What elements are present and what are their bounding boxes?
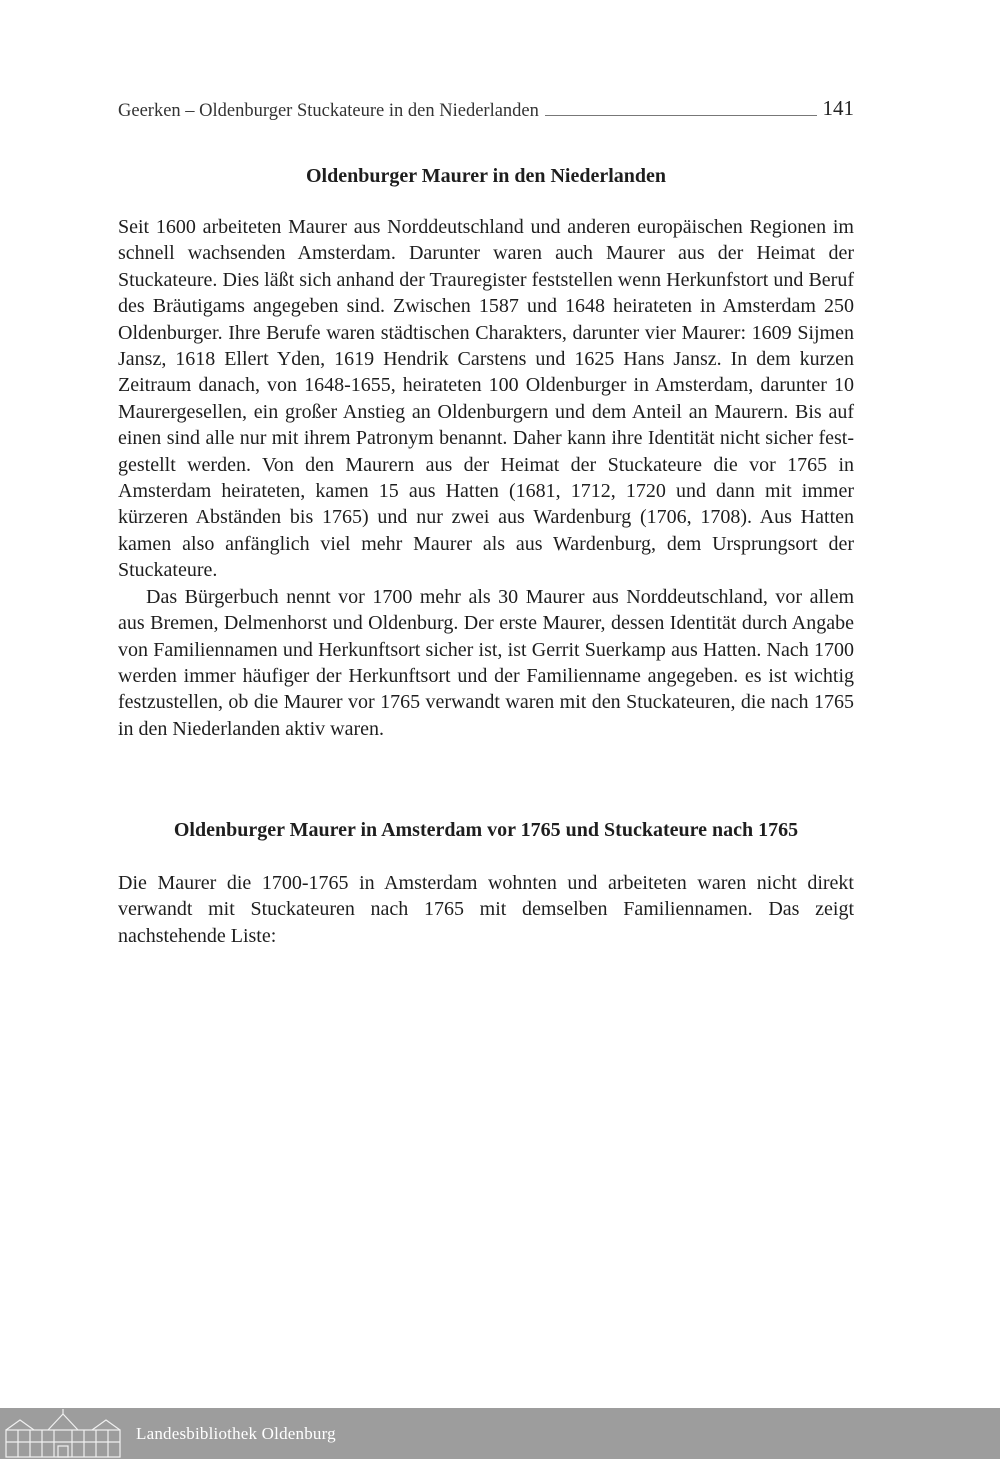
header-leader-rule — [545, 115, 817, 116]
running-header — [118, 92, 854, 122]
library-name: Landesbibliothek Oldenburg — [136, 1423, 336, 1443]
paragraph: Seit 1600 arbeiteten Maurer aus Norddeutschland und anderen europäischen Regionen im schnell wachsenden Amsterdam. Darunter waren auch Maurer aus der Heimat der Stuckateure. Dies läßt sich anhand der Trauregister feststellen wenn Herkunfstort und Beruf des Bräutigams angegeben sind. Zwischen 1587 und 1648 heirateten in Amsterdam 250 Oldenburger. Ihre Berufe waren städtischen Charakters, darunter vier Maurer: 1609 Sijmen Jansz, 1618 Ellert Yden, 1619 Hendrik Carstens und 1625 Hans Jansz. In dem kurzen Zeitraum danach, von 1648-1655, heirateten 100 Oldenburger in Amsterdam, darunter 10 Maurergesellen, ein großer Anstieg an Oldenburgern und dem Anteil an Maurern. Bis auf einen sind alle nur mit ihrem Patronym benannt. Daher kann ihre Identität nicht sicher festgestellt werden. Von den Maurern aus der Heimat der Stuckateure die vor 1765 in Amsterdam heirateten, kamen 15 aus Hatten (1681, 1712, 1720 und dann mit immer kürzeren Abständen bis 1765) und nur zwei aus Wardenburg (1706, 1708). Aus Hatten kamen also anfänglich viel mehr Maurer als aus Wardenburg, dem Ursprungsort der Stuckateure. — [118, 216, 854, 582]
section-heading-maurer-amsterdam: Oldenburger Maurer in Amsterdam vor 1765 und Stuckateure nach 1765 — [173, 819, 799, 841]
library-building-icon — [2, 1408, 124, 1459]
running-title: Geerken – Oldenburger Stuckateure in den Niederlanden — [118, 101, 539, 121]
section-heading-maurer-niederlanden: Oldenburger Maurer in den Niederlanden — [305, 165, 667, 187]
section-body-maurer-amsterdam — [118, 870, 854, 949]
section-body-maurer-niederlanden — [118, 214, 854, 742]
page-number: 141 — [822, 96, 854, 120]
library-footer-bar — [0, 1408, 1000, 1459]
paragraph: Das Bürgerbuch nennt vor 1700 mehr als 30 Maurer aus Norddeutschland, vor allem aus Bremen, Delmenhorst und Oldenburg. Der erste Maurer, dessen Identität durch Angabe von Familiennamen und Herkunftsort sicher ist, ist Gerrit Suerkamp aus Hatten. Nach 1700 werden immer häufiger der Herkunftsort und der Familienname angegeben. es ist wichtig festzustellen, ob die Maurer vor 1765 verwandt waren mit den Stuckateuren, die nach 1765 in den Niederlanden aktiv waren. — [118, 585, 854, 740]
paragraph: Die Maurer die 1700-1765 in Amsterdam wohnten und arbeiteten waren nicht direkt verwandt mit Stuckateuren nach 1765 mit demselben Familiennamen. Das zeigt nachstehende Liste: — [118, 872, 854, 947]
